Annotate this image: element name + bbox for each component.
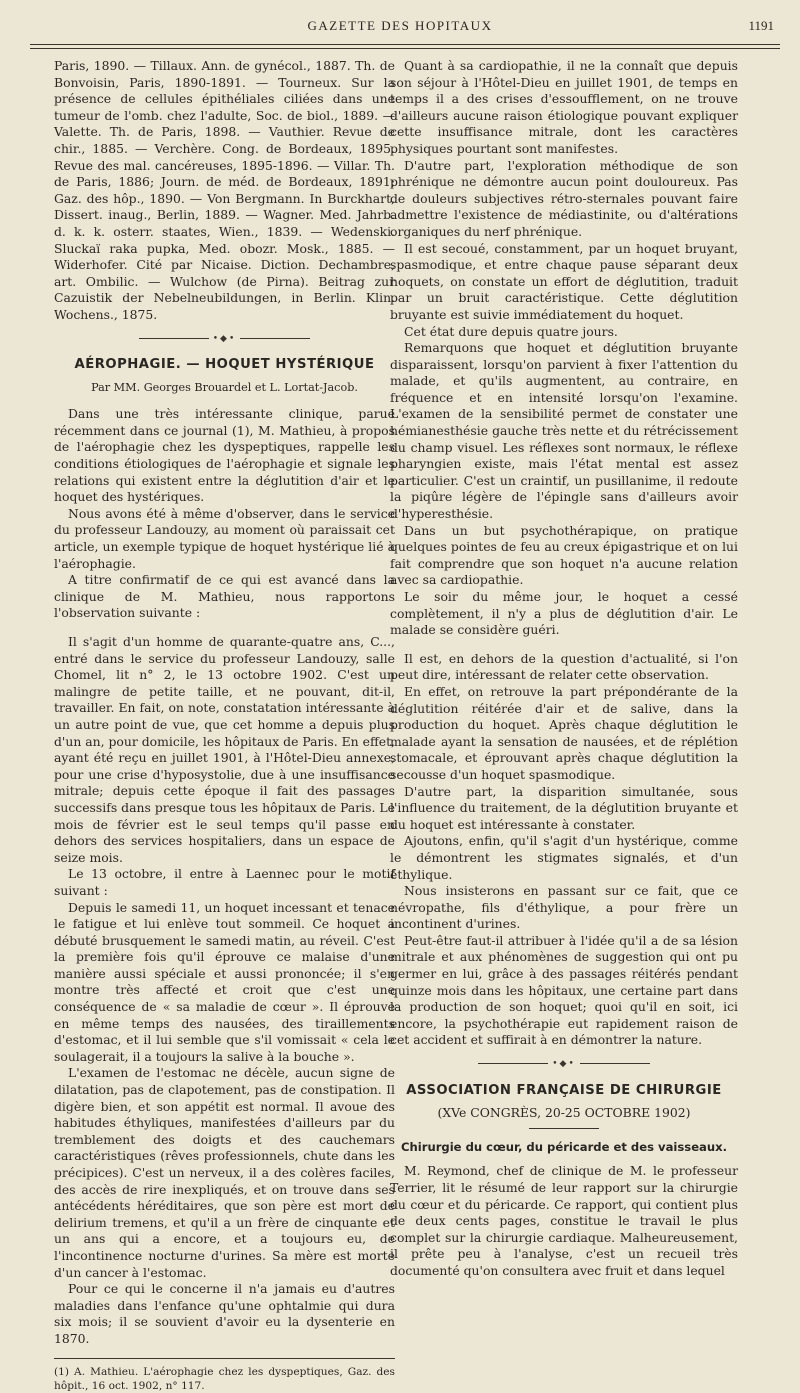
right-column	[390, 58, 738, 1280]
left-column	[54, 58, 395, 1393]
section-title: ASSOCIATION FRANÇAISE DE CHIRURGIE	[406, 1082, 722, 1098]
running-title: GAZETTE DES HOPITAUX	[307, 18, 493, 33]
short-rule	[529, 1128, 599, 1129]
paragraph: Il est secoué, constamment, par un hoquet bruyant, spasmodique, et entre chaque pause séparant deux hoquets, on constate un effort de déglutition, traduit par un bruit caractéristique. Cette déglutition bruyante est suivie immédiatement du hoquet.	[390, 240, 738, 322]
bibliography-continuation: Paris, 1890. — Tillaux. Ann. de gynécol., 1887. Th. de Bonvoisin, Paris, 1890-1891. — Tourneux. Sur la présence de cellules épithéliales ciliées dans une tumeur de l'omb. chez l'adulte, Soc. de biol., 1889. — Valette. Th. de Paris, 1898. — Vauthier. Revue de chir., 1885. — Verchère. Cong. de Bordeaux, 1895. Revue des mal. cancéreuses, 1895-1896. — Villar. Th. de Paris, 1886; Journ. de méd. de Bordeaux, 1891; Gaz. des hôp., 1890. — Von Bergmann. In Burckhart, Dissert. inaug., Berlin, 1889. — Wagner. Med. Jahrb. d. k. k. osterr. staates, Wien., 1839. — Wedenski. Sluckaï raka pupka, Med. obozr. Mosk., 1885. — Widerhofer. Cité par Nicaise. Diction. Dechambre, art. Ombilic. — Wulchow (de Pirna). Beitrag zur Cazuistik der Nebelneubildungen, in Berlin. Klin. Wochens., 1875.	[54, 58, 395, 322]
page-number: 1191	[748, 18, 774, 33]
paragraph: Cet état dure depuis quatre jours.	[404, 323, 618, 339]
footnote-rule	[54, 1358, 395, 1359]
paragraph: Ajoutons, enfin, qu'il s'agit d'un hystérique, comme le démontrent les stigmates signalés, et d'un éthylique.	[390, 833, 738, 882]
paragraph: Quant à sa cardiopathie, il ne la connaît que depuis son séjour à l'Hôtel-Dieu en juillet 1901, de temps en temps il a des crises d'essoufflement, on ne trouve d'ailleurs aucune raison étiologique pouvant expliquer cette insuffisance mitrale, dont les caractères physiques pourtant sont manifestes.	[390, 58, 738, 156]
section-ornament: •◆•	[390, 1056, 738, 1073]
article-authors: Par MM. Georges Brouardel et L. Lortat-Jacob.	[91, 380, 358, 394]
paragraph: Nous avons été à même d'observer, dans le service du professeur Landouzy, au moment où paraissait cet article, un exemple typique de hoquet hystérique lié à l'aérophagie.	[54, 505, 395, 571]
article-title: AÉROPHAGIE. — HOQUET HYSTÉRIQUE	[74, 357, 375, 373]
section-subtitle: (XVe CONGRÈS, 20-25 OCTOBRE 1902)	[437, 1105, 691, 1121]
header-rule-thin	[30, 48, 780, 49]
paragraph: Nous insisterons en passant sur ce fait, que ce névropathe, fils d'éthylique, a pour frère un incontinent d'urines.	[390, 883, 738, 932]
section-heading: Chirurgie du cœur, du péricarde et des vaisseaux.	[400, 1139, 728, 1154]
paragraph: Peut-être faut-il attribuer à l'idée qu'il a de sa lésion mitrale et aux phénomènes de suggestion qui ont pu germer en lui, grâce à des passages réitérés pendant quinze mois dans les hôpitaux, une certaine part dans la production de son hoquet; quoi qu'il en soit, ici encore, la psychothérapie eut rapidement raison de cet accident et suffirait à en démontrer la nature.	[390, 932, 738, 1048]
paragraph: Dans une très intéressante clinique, parue récemment dans ce journal (1), M. Mathieu, à propos de l'aérophagie chez les dyspeptiques, rappelle les conditions étiologiques de l'aérophagie et signale les relations qui existent entre la déglutition d'air et le hoquet des hystériques.	[54, 406, 395, 505]
paragraph: D'autre part, l'exploration méthodique de son phrénique ne démontre aucun point douloureux. Pas de douleurs subjectives rétro-sternales pouvant faire admettre l'existence de médiastinite, ou d'altérations organiques du nerf phrénique.	[390, 157, 738, 239]
paragraph: D'autre part, la disparition simultanée, sous l'influence du traitement, de la déglutition bruyante et du hoquet est intéressante à constater.	[390, 783, 738, 832]
page-header	[20, 14, 780, 38]
section-ornament: •◆•	[54, 331, 395, 348]
observation-paragraph: Il s'agit d'un homme de quarante-quatre ans, C..., entré dans le service du professeur Landouzy, salle Chomel, lit n° 2, le 13 octobre 1902. C'est un malingre de petite taille, et ne pouvant, dit-il, travailler. En fait, on note, constatation intéressante à un autre point de vue, que cet homme a depuis plus d'un an, pour domicile, les hôpitaux de Paris. En effet, ayant été reçu en juillet 1901, à l'Hôtel-Dieu annexe, pour une crise d'hyposystolie, due à une insuffisance mitrale; depuis cette époque il fait des passages successifs dans presque tous les hôpitaux de Paris. Le mois de février est le seul temps qu'il passe en dehors des services hospitaliers, dans un espace de seize mois.	[54, 634, 395, 865]
observation-paragraph: Pour ce qui le concerne il n'a jamais eu d'autres maladies dans l'enfance qu'une ophtalmie qui dura six mois; il se souvient d'avoir eu la dysenterie en 1870.	[54, 1281, 395, 1346]
paragraph: En effet, on retrouve la part prépondérante de la déglutition réitérée d'air et de salive, dans la production du hoquet. Après chaque déglutition le malade ayant la sensation de nausées, et de réplétion stomacale, et éprouvant après chaque déglutition la secousse d'un hoquet spasmodique.	[390, 683, 738, 782]
header-rule	[30, 44, 780, 45]
paragraph: Le soir du même jour, le hoquet a cessé complètement, il n'y a plus de déglutition d'air. Le malade se considère guéri.	[390, 589, 738, 638]
observation-paragraph: Depuis le samedi 11, un hoquet incessant et tenace le fatigue et lui enlève tout sommeil. Ce hoquet a débuté brusquement le samedi matin, au réveil. C'est la première fois qu'il éprouve ce malaise d'une manière aussi spéciale et aussi prononcée; il s'en montre très affecté et croit que c'est une conséquence de « sa maladie de cœur ». Il éprouve en même temps des nausées, des tiraillements d'estomac, et il lui semble que s'il vomissait « cela le soulagerait, il a toujours la salive à la bouche ».	[54, 899, 395, 1064]
footnote: (1) A. Mathieu. L'aérophagie chez les dyspeptiques, Gaz. des hôpit., 16 oct. 1902, n° 117.	[54, 1365, 395, 1392]
observation-paragraph: L'examen de l'estomac ne décèle, aucun signe de dilatation, pas de clapotement, pas de constipation. Il digère bien, et son appétit est normal. Il avoue des habitudes éthyliques, manifestées d'ailleurs par du tremblement des doigts et des cauchemars caractéristiques (rêves professionnels, chute dans les précipices). C'est un nerveux, il a des colères faciles, des accès de rire inexpliqués, et on trouve dans ses antécédents héréditaires, que son père est mort de delirium tremens, et qu'il a un frère de cinquante et un ans qui a encore, et a toujours eu, de l'incontinence nocturne d'urines. Sa mère est morte d'un cancer à l'estomac.	[54, 1065, 395, 1280]
paragraph: Dans un but psychothérapique, on pratique quelques pointes de feu au creux épigastrique et on lui fait comprendre que son hoquet n'a aucune relation avec sa cardiopathie.	[390, 522, 738, 588]
paragraph: Remarquons que hoquet et déglutition bruyante disparaissent, lorsqu'on parvient à fixer l'attention du malade, et qu'ils augmentent, au contraire, en fréquence et en intensité lorsqu'on l'examine. L'examen de la sensibilité permet de constater une hémianesthésie gauche très nette et du rétrécissement du champ visuel. Les réflexes sont normaux, le réflexe pharyngien existe, mais l'état mental est assez particulier. C'est un craintif, un pusillanime, il redoute la piqûre légère de l'épingle sans d'ailleurs avoir d'hyperesthésie.	[390, 340, 738, 522]
observation-paragraph: Le 13 octobre, il entre à Laennec pour le motif suivant :	[54, 866, 395, 898]
paragraph: Il est, en dehors de la question d'actualité, si l'on peut dire, intéressant de relater cette observation.	[390, 650, 738, 683]
paragraph: A titre confirmatif de ce qui est avancé dans la clinique de M. Mathieu, nous rapportons l'observation suivante :	[54, 572, 395, 621]
paragraph: M. Reymond, chef de clinique de M. le professeur Terrier, lit le résumé de leur rapport sur la chirurgie du cœur et du péricarde. Ce rapport, qui contient plus de deux cents pages, constitue le travail le plus complet sur la chirurgie cardiaque. Malheureusement, il prête peu à l'analyse, c'est un recueil très documenté qu'on consultera avec fruit et dans lequel	[390, 1163, 738, 1278]
